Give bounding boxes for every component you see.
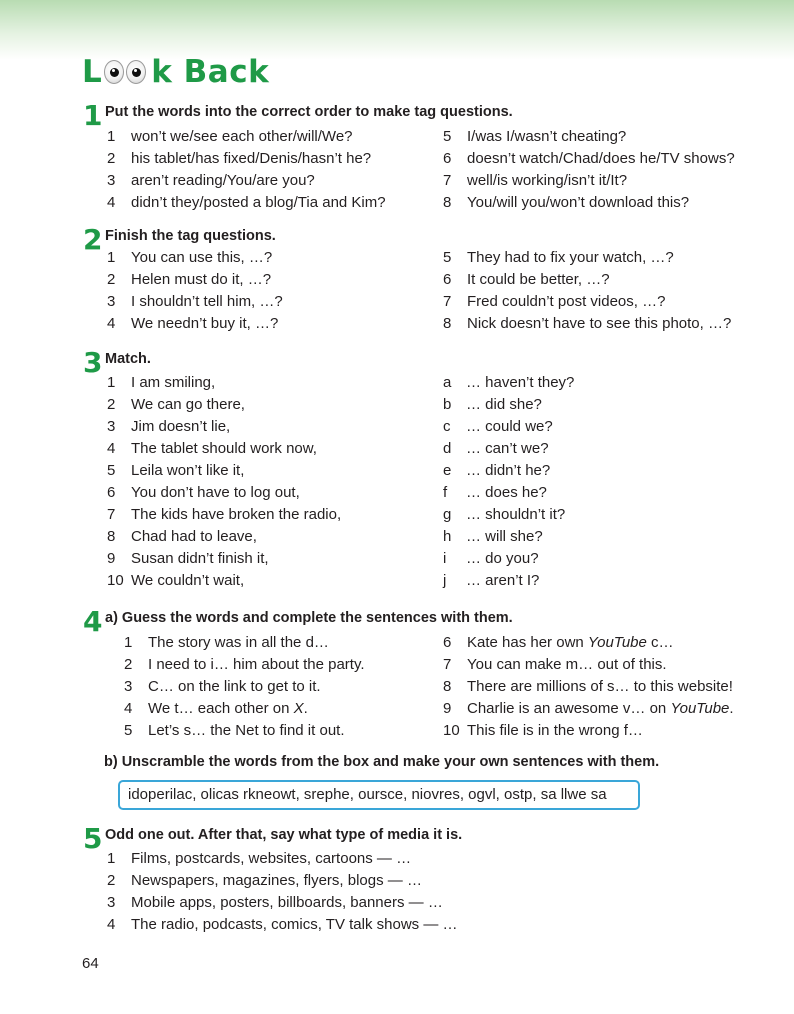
list-item: 3 I shouldn’t tell him, …? — [107, 293, 283, 310]
list-item: 9 Charlie is an awesome v… on YouTube. — [443, 700, 734, 717]
exercise-instruction: a) Guess the words and complete the sentences with them. — [105, 610, 513, 626]
list-item: 3 C… on the link to get to it. — [124, 678, 321, 695]
list-item: 3 aren’t reading/You/are you? — [107, 172, 315, 189]
list-item: 10 This file is in the wrong f… — [443, 722, 643, 739]
exercise-number: 3 — [83, 346, 103, 379]
list-item: 6 It could be better, …? — [443, 271, 610, 288]
exercise-instruction: Odd one out. After that, say what type of media it is. — [105, 827, 463, 843]
exercise-instruction: Put the words into the correct order to make tag questions. — [105, 104, 513, 120]
list-item: 6 Kate has her own YouTube c… — [443, 634, 674, 651]
page-number: 64 — [82, 955, 99, 972]
exercise-number: 4 — [83, 605, 103, 638]
list-item: 1 Films, postcards, websites, cartoons — … — [107, 850, 412, 867]
title-first-letter: L — [82, 54, 103, 90]
list-item: 7 You can make m… out of this. — [443, 656, 667, 673]
exercise-number: 5 — [83, 822, 103, 855]
exercise-number: 1 — [83, 99, 103, 132]
list-item: 1 You can use this, …? — [107, 249, 273, 266]
list-item: c … could we? — [443, 418, 553, 435]
list-item: 5 They had to fix your watch, …? — [443, 249, 674, 266]
list-item: 1 The story was in all the d… — [124, 634, 329, 651]
list-item: 2 Newspapers, magazines, flyers, blogs — … — [107, 872, 422, 889]
exercise-instruction-b: b) Unscramble the words from the box and make your own sentences with them. — [104, 754, 660, 770]
list-item: 4 The tablet should work now, — [107, 440, 317, 457]
list-item: 4 We t… each other on X. — [124, 700, 308, 717]
list-item: 2 Helen must do it, …? — [107, 271, 272, 288]
list-item: b … did she? — [443, 396, 542, 413]
list-item: 9 Susan didn’t finish it, — [107, 550, 269, 567]
list-item: 6 doesn’t watch/Chad/does he/TV shows? — [443, 150, 735, 167]
list-item: 2 I need to i… him about the party. — [124, 656, 365, 673]
list-item: 2 his tablet/has fixed/Denis/hasn’t he? — [107, 150, 372, 167]
list-item: 8 There are millions of s… to this website! — [443, 678, 733, 695]
list-item: 6 You don’t have to log out, — [107, 484, 300, 501]
list-item: 4 didn’t they/posted a blog/Tia and Kim? — [107, 194, 386, 211]
list-item: 5 I/was I/wasn’t cheating? — [443, 128, 627, 145]
word-box: idoperilac, olicas rkneowt, srephe, oursce, niovres, ogvl, ostp, sa llwe sa — [118, 780, 640, 810]
list-item: a … haven’t they? — [443, 374, 575, 391]
list-item: 8 You/will you/won’t download this? — [443, 194, 690, 211]
list-item: 8 Nick doesn’t have to see this photo, …? — [443, 315, 732, 332]
list-item: e … didn’t he? — [443, 462, 551, 479]
list-item: j … aren’t I? — [443, 572, 540, 589]
exercise-number: 2 — [83, 223, 103, 256]
list-item: 4 We needn’t buy it, …? — [107, 315, 279, 332]
list-item: i … do you? — [443, 550, 539, 567]
page-title — [82, 50, 269, 94]
list-item: 10 We couldn’t wait, — [107, 572, 245, 589]
list-item: 7 The kids have broken the radio, — [107, 506, 342, 523]
left-eye-icon — [104, 60, 124, 84]
list-item: 5 Let’s s… the Net to find it out. — [124, 722, 345, 739]
list-item: 7 well/is working/isn’t it/It? — [443, 172, 628, 189]
list-item: 7 Fred couldn’t post videos, …? — [443, 293, 666, 310]
title-rest: k Back — [151, 54, 270, 90]
exercise-instruction: Finish the tag questions. — [105, 228, 276, 244]
list-item: d … can’t we? — [443, 440, 549, 457]
exercise-instruction: Match. — [105, 351, 151, 367]
list-item: 8 Chad had to leave, — [107, 528, 257, 545]
list-item: f … does he? — [443, 484, 547, 501]
list-item: 1 I am smiling, — [107, 374, 216, 391]
list-item: 1 won’t we/see each other/will/We? — [107, 128, 353, 145]
list-item: 4 The radio, podcasts, comics, TV talk shows — … — [107, 916, 458, 933]
list-item: 2 We can go there, — [107, 396, 245, 413]
list-item: 3 Mobile apps, posters, billboards, banners — … — [107, 894, 443, 911]
list-item: 5 Leila won’t like it, — [107, 462, 245, 479]
list-item: h … will she? — [443, 528, 543, 545]
list-item: g … shouldn’t it? — [443, 506, 566, 523]
list-item: 3 Jim doesn’t lie, — [107, 418, 231, 435]
right-eye-icon — [126, 60, 146, 84]
eyes-icon — [103, 60, 147, 84]
